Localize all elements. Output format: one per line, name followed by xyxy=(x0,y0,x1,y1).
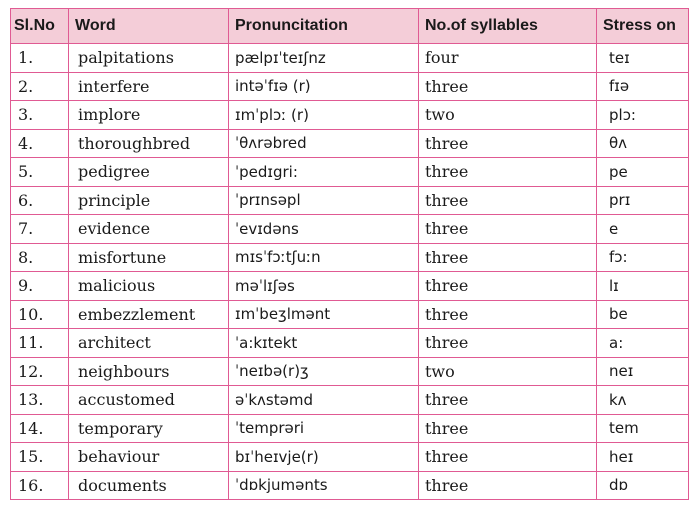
cell-pronunciation: ˈdɒkjumənts xyxy=(229,471,419,500)
cell-pronunciation: ˈtemprəri xyxy=(229,414,419,443)
table-row xyxy=(11,158,689,187)
cell-stress: teɪ xyxy=(597,44,689,73)
cell-sl-no: 3. xyxy=(11,101,69,130)
table-row xyxy=(11,300,689,329)
header-syllables: No.of syllables xyxy=(419,9,597,44)
cell-stress: prɪ xyxy=(597,186,689,215)
cell-pronunciation: ˈevɪdəns xyxy=(229,215,419,244)
cell-syllables: two xyxy=(419,101,597,130)
cell-word: accustomed xyxy=(69,386,229,415)
cell-pronunciation: ˈpedɪgri: xyxy=(229,158,419,187)
cell-word: thoroughbred xyxy=(69,129,229,158)
cell-pronunciation: bɪˈheɪvje(r) xyxy=(229,443,419,472)
cell-stress: dɒ xyxy=(597,471,689,500)
cell-word: architect xyxy=(69,329,229,358)
table-row xyxy=(11,44,689,73)
cell-stress: kʌ xyxy=(597,386,689,415)
cell-sl-no: 13. xyxy=(11,386,69,415)
cell-syllables: two xyxy=(419,357,597,386)
cell-pronunciation: ˈθʌrəbred xyxy=(229,129,419,158)
table-row xyxy=(11,272,689,301)
table-row xyxy=(11,215,689,244)
table-row xyxy=(11,357,689,386)
cell-stress: heɪ xyxy=(597,443,689,472)
cell-pronunciation: ˈa:kɪtekt xyxy=(229,329,419,358)
header-pronunciation: Pronuncitation xyxy=(229,9,419,44)
cell-stress: be xyxy=(597,300,689,329)
cell-sl-no: 14. xyxy=(11,414,69,443)
cell-stress: neɪ xyxy=(597,357,689,386)
cell-pronunciation: əˈkʌstəmd xyxy=(229,386,419,415)
cell-word: principle xyxy=(69,186,229,215)
cell-word: documents xyxy=(69,471,229,500)
cell-pronunciation: məˈlɪʃəs xyxy=(229,272,419,301)
cell-syllables: three xyxy=(419,158,597,187)
cell-sl-no: 15. xyxy=(11,443,69,472)
cell-syllables: three xyxy=(419,414,597,443)
table-header xyxy=(11,9,689,44)
cell-syllables: three xyxy=(419,471,597,500)
cell-word: implore xyxy=(69,101,229,130)
header-row xyxy=(11,9,689,44)
table-row xyxy=(11,186,689,215)
cell-sl-no: 9. xyxy=(11,272,69,301)
table-body xyxy=(11,44,689,500)
cell-syllables: three xyxy=(419,243,597,272)
cell-syllables: three xyxy=(419,129,597,158)
cell-sl-no: 8. xyxy=(11,243,69,272)
cell-pronunciation: ˈprɪnsəpl xyxy=(229,186,419,215)
cell-sl-no: 7. xyxy=(11,215,69,244)
cell-syllables: three xyxy=(419,386,597,415)
cell-stress: plɔ: xyxy=(597,101,689,130)
cell-syllables: three xyxy=(419,300,597,329)
cell-sl-no: 11. xyxy=(11,329,69,358)
cell-word: palpitations xyxy=(69,44,229,73)
table-row xyxy=(11,443,689,472)
cell-word: temporary xyxy=(69,414,229,443)
cell-stress: θʌ xyxy=(597,129,689,158)
cell-syllables: three xyxy=(419,215,597,244)
cell-syllables: three xyxy=(419,186,597,215)
cell-syllables: three xyxy=(419,329,597,358)
cell-pronunciation: mɪsˈfɔːtʃuːn xyxy=(229,243,419,272)
cell-syllables: three xyxy=(419,72,597,101)
cell-sl-no: 12. xyxy=(11,357,69,386)
cell-stress: tem xyxy=(597,414,689,443)
table-row xyxy=(11,471,689,500)
header-stress: Stress on xyxy=(597,9,689,44)
table-row xyxy=(11,386,689,415)
cell-stress: fɪə xyxy=(597,72,689,101)
cell-syllables: four xyxy=(419,44,597,73)
header-word: Word xyxy=(69,9,229,44)
cell-sl-no: 16. xyxy=(11,471,69,500)
cell-sl-no: 6. xyxy=(11,186,69,215)
cell-word: misfortune xyxy=(69,243,229,272)
cell-syllables: three xyxy=(419,443,597,472)
cell-pronunciation: ɪmˈplɔː (r) xyxy=(229,101,419,130)
cell-pronunciation: intəˈfɪə (r) xyxy=(229,72,419,101)
table-row xyxy=(11,72,689,101)
cell-stress: a: xyxy=(597,329,689,358)
table-row xyxy=(11,414,689,443)
cell-word: neighbours xyxy=(69,357,229,386)
cell-word: embezzlement xyxy=(69,300,229,329)
pronunciation-table xyxy=(10,8,689,500)
table-row xyxy=(11,129,689,158)
table-row xyxy=(11,243,689,272)
header-sl-no: Sl.No xyxy=(11,9,69,44)
cell-word: behaviour xyxy=(69,443,229,472)
cell-stress: e xyxy=(597,215,689,244)
cell-sl-no: 2. xyxy=(11,72,69,101)
cell-word: malicious xyxy=(69,272,229,301)
cell-sl-no: 4. xyxy=(11,129,69,158)
cell-word: interfere xyxy=(69,72,229,101)
cell-sl-no: 10. xyxy=(11,300,69,329)
cell-syllables: three xyxy=(419,272,597,301)
cell-sl-no: 1. xyxy=(11,44,69,73)
table-row xyxy=(11,329,689,358)
cell-stress: lɪ xyxy=(597,272,689,301)
cell-pronunciation: ɪmˈbeʒlmənt xyxy=(229,300,419,329)
cell-word: pedigree xyxy=(69,158,229,187)
cell-sl-no: 5. xyxy=(11,158,69,187)
cell-stress: pe xyxy=(597,158,689,187)
cell-word: evidence xyxy=(69,215,229,244)
cell-pronunciation: pælpɪˈteɪʃnz xyxy=(229,44,419,73)
table-row xyxy=(11,101,689,130)
cell-pronunciation: ˈneɪbə(r)ʒ xyxy=(229,357,419,386)
cell-stress: fɔ: xyxy=(597,243,689,272)
